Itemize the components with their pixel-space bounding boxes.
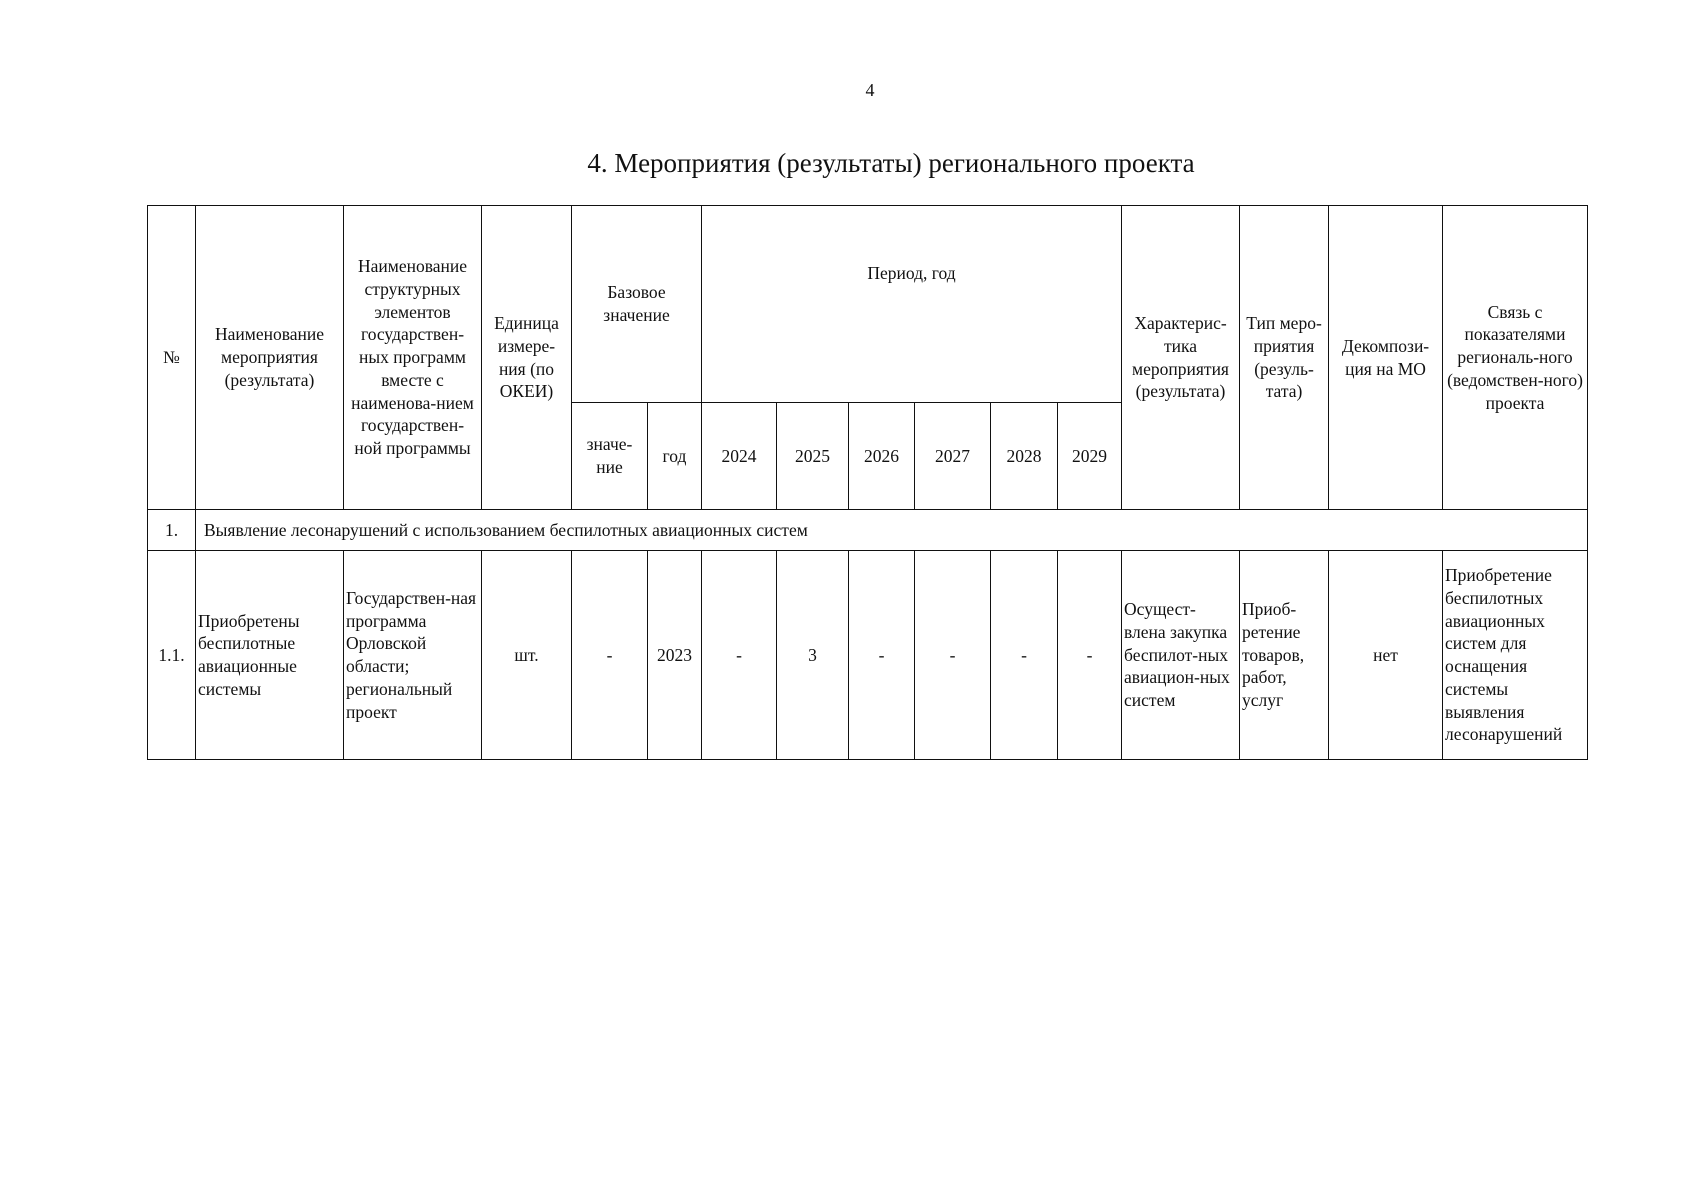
section-num: 1. [148,510,196,551]
row-name: Приобретены беспилотные авиационные системы [196,551,344,760]
header-unit: Единица измере-ния (по ОКЕИ) [482,206,572,510]
header-base: Базовое значение [572,206,702,403]
header-year-2024: 2024 [702,403,777,510]
header-year-2027: 2027 [915,403,991,510]
row-year-2026: - [849,551,915,760]
header-year-2026: 2026 [849,403,915,510]
row-struct: Государствен-ная программа Орловской области; региональный проект [344,551,482,760]
header-name: Наименование мероприятия (результата) [196,206,344,510]
row-year-2025: 3 [777,551,849,760]
header-year-2025: 2025 [777,403,849,510]
events-table [147,205,1588,760]
header-year-2028: 2028 [991,403,1058,510]
row-base-value: - [572,551,648,760]
header-base-year: год [648,403,702,510]
header-characteristic: Характерис-тика мероприятия (результата) [1122,206,1240,510]
row-decomposition: нет [1329,551,1443,760]
page-number: 4 [865,80,875,100]
header-year-2029: 2029 [1058,403,1122,510]
header-type: Тип меро-приятия (резуль-тата) [1240,206,1329,510]
row-unit: шт. [482,551,572,760]
section-row [148,510,1588,551]
header-struct: Наименование структурных элементов государствен-ных программ вместе с наименова-нием государствен-ной программы [344,206,482,510]
row-year-2029: - [1058,551,1122,760]
row-num: 1.1. [148,551,196,760]
header-link: Связь с показателями региональ-ного (ведомствен-ного) проекта [1443,206,1588,510]
row-link: Приобретение беспилотных авиационных систем для оснащения системы выявления лесонарушений [1443,551,1588,760]
row-base-year: 2023 [648,551,702,760]
table-row [148,551,1588,760]
section-title: 4. Мероприятия (результаты) регионального проекта [587,148,1195,178]
header-base-value: значе-ние [572,403,648,510]
row-type: Приоб-ретение товаров, работ, услуг [1240,551,1329,760]
section-name: Выявление лесонарушений с использованием беспилотных авиационных систем [196,510,1588,551]
row-characteristic: Осущест-влена закупка беспилот-ных авиацион-ных систем [1122,551,1240,760]
header-period: Период, год [702,206,1122,403]
header-decomposition: Декомпози-ция на МО [1329,206,1443,510]
row-year-2028: - [991,551,1058,760]
row-year-2024: - [702,551,777,760]
header-num: № [148,206,196,510]
row-year-2027: - [915,551,991,760]
